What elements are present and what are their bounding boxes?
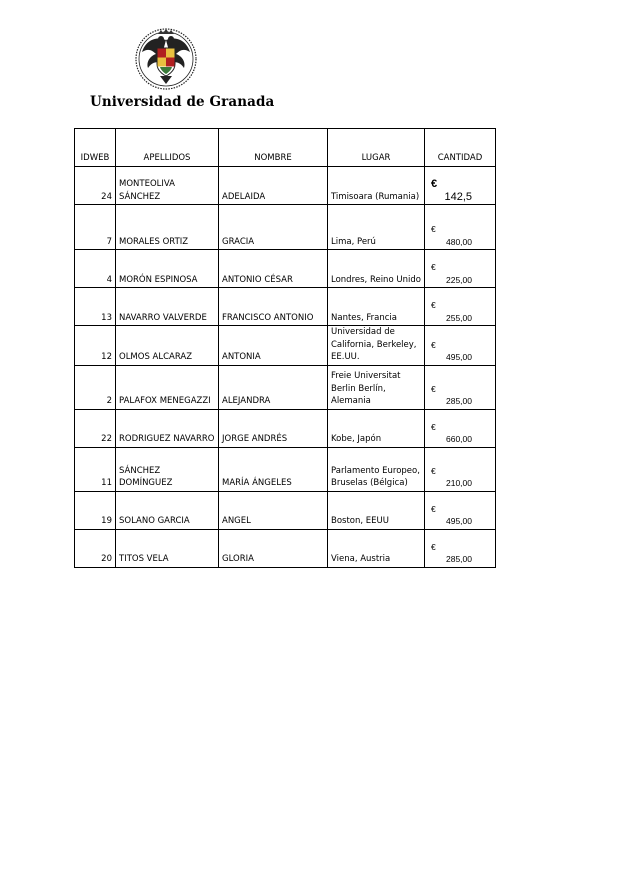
euro-symbol: € [431, 383, 436, 394]
cell-idweb: 13 [75, 288, 116, 326]
cell-cantidad [425, 529, 496, 567]
cell-cantidad [425, 447, 496, 491]
amount: 255,00 [446, 312, 472, 323]
cell-apellidos: MONTEOLIVA SÁNCHEZ [116, 167, 219, 205]
euro-symbol: € [431, 262, 436, 272]
cell-nombre: ANTONIO CÉSAR [219, 250, 328, 288]
cell-lugar: Viena, Austria [328, 529, 425, 567]
table-row [75, 167, 496, 205]
cell-lugar: Londres, Reino Unido [328, 250, 425, 288]
university-name: Universidad de Granada [90, 94, 275, 110]
cell-cantidad [425, 250, 496, 288]
cell-lugar: Lima, Perú [328, 205, 425, 250]
cell-cantidad [425, 365, 496, 409]
cell-cantidad [425, 491, 496, 529]
cell-apellidos: OLMOS ALCARAZ [116, 326, 219, 366]
cell-lugar: Timisoara (Rumania) [328, 167, 425, 205]
cell-lugar: Parlamento Europeo, Bruselas (Bélgica) [328, 447, 425, 491]
euro-symbol: € [431, 421, 436, 432]
cell-lugar: Kobe, Japón [328, 409, 425, 447]
table-row [75, 529, 496, 567]
col-header-apellidos: APELLIDOS [116, 129, 219, 167]
cell-nombre: ANTONIA [219, 326, 328, 366]
cell-apellidos: PALAFOX MENEGAZZI [116, 365, 219, 409]
euro-symbol: € [431, 503, 436, 514]
cell-apellidos: TITOS VELA [116, 529, 219, 567]
euro-symbol: € [431, 465, 436, 476]
cell-nombre: MARÍA ÁNGELES [219, 447, 328, 491]
amount: 285,00 [446, 396, 472, 406]
amount: 495,00 [446, 516, 472, 526]
cell-apellidos: MORALES ORTIZ [116, 205, 219, 250]
amount: 210,00 [446, 478, 472, 488]
table-row [75, 250, 496, 288]
cell-lugar: Nantes, Francia [328, 288, 425, 326]
euro-symbol: € [431, 300, 436, 310]
cell-lugar: Universidad de California, Berkeley, EE.UU. [328, 326, 425, 366]
cell-nombre: ANGEL [219, 491, 328, 529]
amount: 225,00 [446, 274, 472, 285]
cell-nombre: FRANCISCO ANTONIO [219, 288, 328, 326]
cell-cantidad [425, 409, 496, 447]
cell-lugar: Freie Universitat Berlin Berlín, Alemania [328, 365, 425, 409]
scholarship-table [74, 128, 496, 568]
table-row [75, 205, 496, 250]
cell-lugar: Boston, EEUU [328, 491, 425, 529]
cell-idweb: 11 [75, 447, 116, 491]
table-row [75, 409, 496, 447]
cell-apellidos: NAVARRO VALVERDE [116, 288, 219, 326]
col-header-idweb: IDWEB [75, 129, 116, 167]
cell-idweb: 2 [75, 365, 116, 409]
cell-idweb: 4 [75, 250, 116, 288]
cell-cantidad [425, 326, 496, 366]
col-header-lugar: LUGAR [328, 129, 425, 167]
amount: 495,00 [446, 352, 472, 362]
amount: 660,00 [446, 434, 472, 444]
euro-symbol: € [431, 541, 436, 552]
cell-idweb: 12 [75, 326, 116, 366]
col-header-nombre: NOMBRE [219, 129, 328, 167]
cell-apellidos: SÁNCHEZ DOMÍNGUEZ [116, 447, 219, 491]
cell-apellidos: MORÓN ESPINOSA [116, 250, 219, 288]
col-header-cantidad: CANTIDAD [425, 129, 496, 167]
euro-symbol: € [431, 178, 438, 190]
cell-apellidos: SOLANO GARCIA [116, 491, 219, 529]
table-row [75, 288, 496, 326]
cell-idweb: 7 [75, 205, 116, 250]
table-row [75, 326, 496, 366]
cell-nombre: GLORIA [219, 529, 328, 567]
cell-nombre: ALEJANDRA [219, 365, 328, 409]
cell-idweb: 20 [75, 529, 116, 567]
cell-nombre: GRACIA [219, 205, 328, 250]
cell-cantidad [425, 167, 496, 205]
table-row [75, 447, 496, 491]
amount: 285,00 [446, 554, 472, 564]
cell-cantidad [425, 288, 496, 326]
cell-apellidos: RODRIGUEZ NAVARRO [116, 409, 219, 447]
cell-idweb: 22 [75, 409, 116, 447]
euro-symbol: € [431, 339, 436, 350]
amount: 142,5 [444, 190, 472, 203]
table-row [75, 491, 496, 529]
table-row [75, 365, 496, 409]
cell-idweb: 24 [75, 167, 116, 205]
cell-idweb: 19 [75, 491, 116, 529]
cell-nombre: JORGE ANDRÉS [219, 409, 328, 447]
table-header-row [75, 129, 496, 167]
cell-cantidad [425, 205, 496, 250]
amount: 480,00 [446, 236, 472, 247]
cell-nombre: ADELAIDA [219, 167, 328, 205]
university-crest-icon [134, 26, 198, 90]
euro-symbol: € [431, 224, 436, 234]
